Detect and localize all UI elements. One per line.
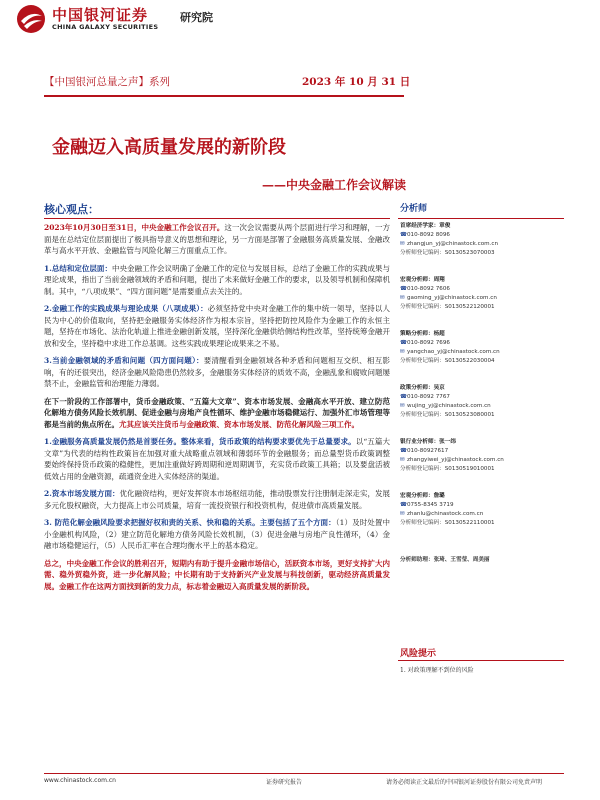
email-icon: ✉	[400, 349, 405, 355]
paragraph-summary-positioning: 1.总结和定位层面：中央金融工作会议明确了金融工作的定位与发展目标，总结了金融工作的实践成果与理论成果，指出了当前金融领域的矛盾和问题，提出了未来做好金融工作的要求，以及领导机制和保障机制。其中，“八项成果”、“四方面问题”是需要重点去关注的。	[44, 263, 390, 296]
phone-icon: ☎	[400, 286, 407, 292]
analyst-email[interactable]: zhanlu@chinastock.com.cn	[407, 511, 484, 517]
series-label: 【中国银河总量之声】系列	[44, 76, 170, 88]
report-subtitle: ——中央金融工作会议解读	[262, 178, 407, 192]
brand-name-cn: 中国银河证券	[52, 6, 149, 24]
risk-item: 1. 对政策理解不到位的风险	[400, 667, 474, 674]
paragraph-monetary-policy: 1.金融服务高质量发展仍然是首要任务。整体来看，货币政策的结构要求要优先于总量要求。以“五篇大文章”为代表的结构性政策旨在加强对重大战略重点领域和薄弱环节的金融服务；而总量型货币政策调整要始终保持货币政策的稳健性，更加注重做好跨周期和逆周期调节，充实货币政策工具箱；以及要盘活被低效占用的金融资源，疏通资金进入实体经济的渠道。	[44, 437, 391, 481]
footer-report-type: 证券研究报告	[266, 779, 303, 786]
main-divider	[44, 218, 390, 219]
brand-name-en: CHINA GALAXY SECURITIES	[52, 23, 159, 31]
paragraph-capital-market: 2.资本市场发展方面：优化融资结构，更好发挥资本市场枢纽功能，推动股票发行注册制走深走实，发展多元化股权融资，大力提高上市公司质量，培育一流投资银行和投资机构，促进债市高质量发展。	[44, 489, 390, 510]
analyst-email[interactable]: gaoming_yj@chinastock.com.cn	[407, 295, 497, 301]
analyst-card: 首席经济学家：章俊 ☎010-8092 8096 ✉ zhangjun_yj@chinastock.com.cn 分析师登记编码：S0130523070003	[400, 223, 499, 256]
report-title: 金融迈入高质量发展的新阶段	[52, 137, 286, 158]
paragraph-conclusion: 总之，中央金融工作会议的胜利召开，短期内有助于提升金融市场信心，活跃资本市场，更好支持扩大内需、稳外贸稳外资，进一步化解风险；中长期有助于支持新兴产业发展与科技创新，驱动经济高质量发展。金融工作在这两方面找到新的发力点，标志着金融迈入高质量发展的新阶段。	[44, 558, 390, 591]
paragraph-eight-achievements: 2.金融工作的实践成果与理论成果（八项成果）：必须坚持党中央对金融工作的集中统一领导，坚持以人民为中心的价值取向，坚持把金融服务实体经济作为根本宗旨，坚持把防控风险作为金融工作的永恒主题，坚持在市场化、法治化轨道上推进金融创新发展，坚持深化金融供给侧结构性改革，坚持统筹金融开放和安全，坚持稳中求进工作总基调。这些实践成果理论成果来之不易。	[44, 304, 390, 348]
header-divider	[44, 95, 404, 97]
paragraph-intro: 2023年10月30日至31日，中央金融工作会议召开。这一次会议需要从两个层面进行学习和理解，一方面是在总结定位层面提出了极具指导意义的思想和理论，另一方面是部署了金融服务高质量发展、金融改革与高水平开放、金融监管与风险化解三方面重点工作。	[44, 223, 390, 255]
footer-website[interactable]: www.chinastock.com.cn	[44, 777, 116, 784]
analyst-card: 策略分析师：杨超 ☎010-8092 7696 ✉ yangchao_yj@chinastock.com.cn 分析师登记编码：S0130522030004	[400, 331, 500, 364]
analyst-card: 银行业分析师：张一纬 ☎010-80927617 ✉ zhangyiwei_yj@chinastock.com.cn 分析师登记编码：S0130519010001	[400, 439, 504, 472]
footer-divider	[44, 773, 564, 774]
analyst-card: 宏观分析师：詹璐 ☎0755-8345 3719 ✉ zhanlu@chinastock.com.cn 分析师登记编码：S0130522110001	[400, 493, 495, 526]
analyst-assistants: 分析师助理：张琦、王雪莹、周美丽	[400, 557, 490, 563]
email-icon: ✉	[400, 457, 405, 463]
phone-icon: ☎	[400, 232, 407, 238]
phone-icon: ☎	[400, 448, 407, 454]
sidebar-divider	[398, 218, 564, 219]
core-views-body	[44, 222, 390, 598]
analyst-email[interactable]: zhangjun_yj@chinastock.com.cn	[407, 241, 499, 247]
analyst-email[interactable]: wujing_yj@chinastock.com.cn	[407, 403, 491, 409]
email-icon: ✉	[400, 295, 405, 301]
report-date: 2023 年 10 月 31 日	[302, 76, 411, 88]
risk-heading: 风险提示	[400, 649, 437, 659]
phone-icon: ☎	[400, 394, 407, 400]
paragraph-four-problems: 3.当前金融领域的矛盾和问题（四方面问题）：要清醒看到金融领域各种矛盾和问题相互交织、相互影响，有的还很突出，经济金融风险隐患仍然较多，金融服务实体经济的质效不高，金融乱象和腐败问题屡禁不止，金融监管和治理能力薄弱。	[44, 356, 390, 388]
footer-disclaimer: 请务必阅读正文最后的中国银河证券股份有限公司免责声明	[386, 779, 543, 786]
email-icon: ✉	[400, 403, 405, 409]
phone-icon: ☎	[400, 502, 407, 508]
analyst-card: 政策分析师：吴京 ☎010-8092 7767 ✉ wujing_yj@chinastock.com.cn 分析师登记编码：S0130523080001	[400, 385, 495, 418]
institute-label: 研究院	[180, 11, 213, 24]
core-views-heading: 核心观点：	[44, 203, 99, 216]
galaxy-logo-icon	[16, 4, 46, 34]
analysts-heading: 分析师	[400, 204, 428, 214]
analyst-email[interactable]: yangchao_yj@chinastock.com.cn	[407, 349, 500, 355]
paragraph-risk-prevention: 3. 防范化解金融风险要求把握好权和责的关系、快和稳的关系。主要包括了五个方面：（1）及时处置中小金融机构风险，（2）建立防范化解地方债务风险长效机制，（3）促进金融与房地产良性循环，（4）金融市场稳健运行，（5）人民币汇率在合理均衡水平上的基本稳定。	[44, 518, 390, 550]
risk-divider	[398, 660, 564, 661]
analyst-card: 宏观分析师：周翔 ☎010-8092 7606 ✉ gaoming_yj@chinastock.com.cn 分析师登记编码：S0130522120001	[400, 277, 497, 310]
analyst-email[interactable]: zhangyiwei_yj@chinastock.com.cn	[407, 457, 504, 463]
email-icon: ✉	[400, 511, 405, 517]
phone-icon: ☎	[400, 340, 407, 346]
paragraph-next-stage: 在下一阶段的工作部署中，货币金融政策、“五篇大文章”、资本市场发展、金融高水平开放、建立防范化解地方债务风险长效机制、促进金融与房地产良性循环、维护金融市场稳健运行、加强外汇市场管理等都是当前的焦点所在。尤其应该关注货币与金融政策、资本市场发展、防范化解风险三项工作。	[44, 396, 390, 429]
email-icon: ✉	[400, 241, 405, 247]
